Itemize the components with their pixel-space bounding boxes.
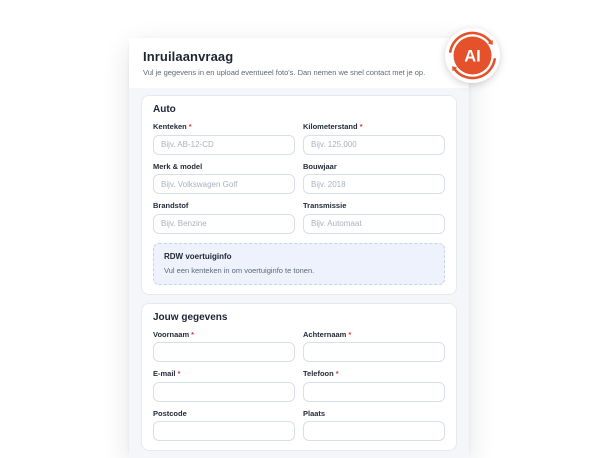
field-label: Merk & model xyxy=(153,161,203,171)
ai-badge-icon xyxy=(444,27,501,84)
form-body xyxy=(129,88,469,458)
field-label: Kenteken * xyxy=(153,122,192,131)
ai-logo-badge xyxy=(444,27,501,84)
form-field xyxy=(153,410,295,442)
kilometerstand-input[interactable] xyxy=(303,135,445,155)
postcode-input[interactable] xyxy=(153,421,295,441)
field-label: Brandstof xyxy=(153,201,189,210)
required-asterisk: * xyxy=(335,369,339,378)
field-label: Telefoon * xyxy=(303,369,339,378)
field-label: Transmissie xyxy=(303,201,347,210)
field-label: Achternaam * xyxy=(303,329,352,339)
form-field xyxy=(303,123,445,155)
trade-in-form-card xyxy=(129,38,469,458)
achternaam-input[interactable] xyxy=(303,342,445,362)
merk-model-input[interactable] xyxy=(153,174,295,194)
field-label: E-mail * xyxy=(153,369,181,378)
telefoon-input[interactable] xyxy=(303,382,445,402)
rdw-info-title: RDW voertuiginfo xyxy=(164,251,232,261)
form-field xyxy=(153,163,295,195)
section-heading-personal: Jouw gegevens xyxy=(153,311,228,323)
kenteken-input[interactable] xyxy=(153,135,295,155)
form-field xyxy=(153,370,295,402)
required-asterisk: * xyxy=(348,329,352,339)
personal-fields-grid xyxy=(153,331,445,442)
page-title: Inruilaanvraag xyxy=(143,49,234,64)
required-asterisk: * xyxy=(191,329,195,339)
transmissie-input[interactable] xyxy=(303,214,445,234)
required-asterisk: * xyxy=(177,369,181,378)
card-header xyxy=(129,38,469,88)
auto-fields-grid xyxy=(153,123,445,234)
e-mail-input[interactable] xyxy=(153,382,295,402)
section-personal xyxy=(141,303,457,452)
section-auto xyxy=(141,95,457,295)
required-asterisk: * xyxy=(359,122,363,131)
form-field xyxy=(303,202,445,234)
form-field xyxy=(153,123,295,155)
section-heading-auto: Auto xyxy=(153,104,176,115)
page-subtitle: Vul je gegevens in en upload eventueel foto's. Dan nemen we snel contact met je op. xyxy=(143,68,426,77)
field-label: Kilometerstand * xyxy=(303,122,363,131)
form-field xyxy=(303,331,445,363)
form-field xyxy=(153,202,295,234)
field-label: Bouwjaar xyxy=(303,161,337,171)
form-field xyxy=(303,370,445,402)
field-label: Voornaam * xyxy=(153,329,195,339)
voornaam-input[interactable] xyxy=(153,342,295,362)
bouwjaar-input[interactable] xyxy=(303,174,445,194)
rdw-info-text: Vul een kenteken in om voertuiginfo te tonen. xyxy=(164,265,315,275)
svg-text:AI: AI xyxy=(464,47,481,66)
form-field xyxy=(303,410,445,442)
rdw-info-box xyxy=(153,243,445,285)
brandstof-input[interactable] xyxy=(153,214,295,234)
field-label: Plaats xyxy=(303,408,326,418)
field-label: Postcode xyxy=(153,408,187,418)
required-asterisk: * xyxy=(188,122,192,131)
plaats-input[interactable] xyxy=(303,421,445,441)
form-field xyxy=(153,331,295,363)
form-field xyxy=(303,163,445,195)
